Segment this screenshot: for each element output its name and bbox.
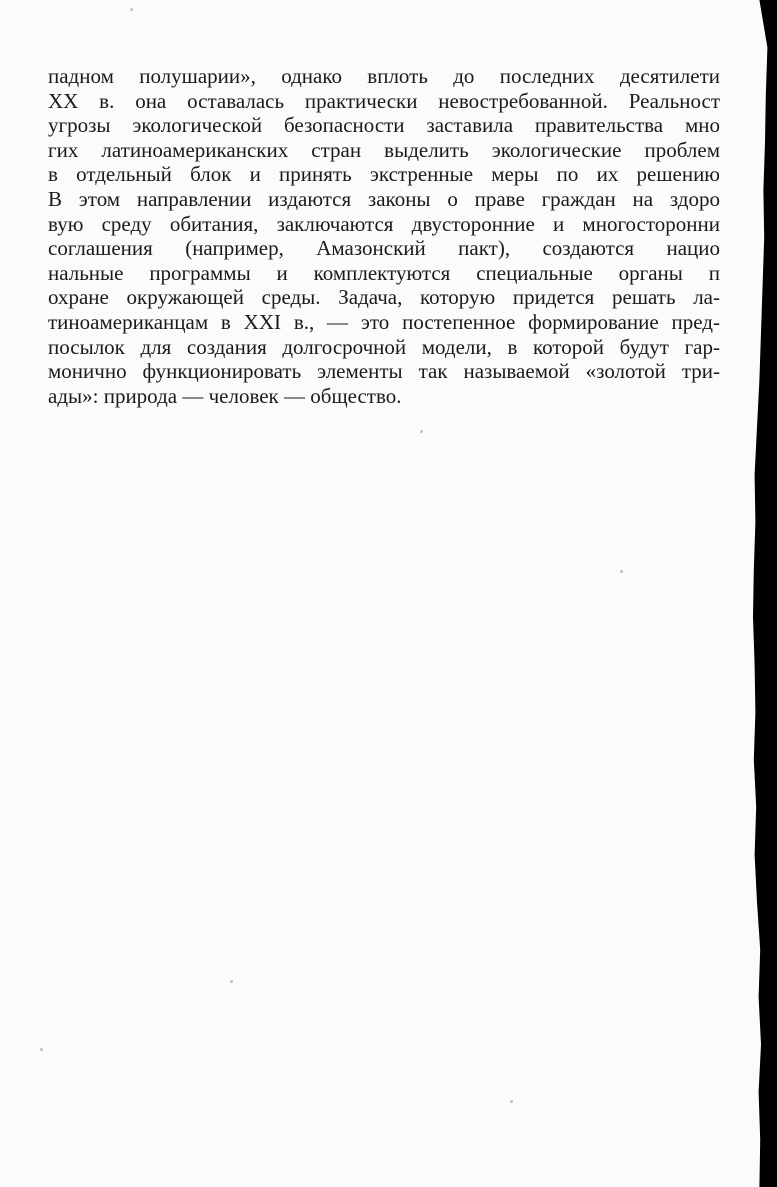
text-line-9: нальные программы и комплектуются специальные органы п — [48, 260, 720, 285]
text-line-13: монично функционировать элементы так называемой «золотой три- — [48, 359, 720, 384]
body-text — [48, 64, 720, 408]
scan-speck — [620, 570, 623, 573]
text-line-6: В этом направлении издаются законы о праве граждан на здоро — [48, 186, 720, 211]
text-line-8: соглашения (например, Амазонский пакт), создаются нацио — [48, 236, 720, 261]
text-line-12: посылок для создания долгосрочной модели, в которой будут гар- — [48, 334, 720, 359]
text-line-1: падном полушарии», однако вплоть до последних десятилети — [48, 64, 720, 88]
text-line-10: охране окружающей среды. Задача, которую придется решать ла- — [48, 285, 720, 310]
scan-speck — [230, 980, 233, 983]
text-line-2: XX в. она оставалась практически невостребованной. Реальност — [48, 88, 720, 113]
text-line-4: гих латиноамериканских стран выделить экологические проблем — [48, 137, 720, 162]
scan-speck — [420, 430, 423, 433]
text-line-3: угрозы экологической безопасности заставила правительства мно — [48, 113, 720, 138]
text-line-14: ады»: природа — человек — общество. — [48, 383, 402, 408]
text-line-5: в отдельный блок и принять экстренные меры по их решению — [48, 162, 720, 187]
scan-speck — [130, 8, 133, 11]
scan-speck — [510, 1100, 513, 1103]
text-line-7: вую среду обитания, заключаются двусторонние и многосторонни — [48, 211, 720, 236]
scan-speck — [40, 1048, 43, 1051]
text-line-11: тиноамериканцам в XXI в., — это постепенное формирование пред- — [48, 309, 720, 334]
